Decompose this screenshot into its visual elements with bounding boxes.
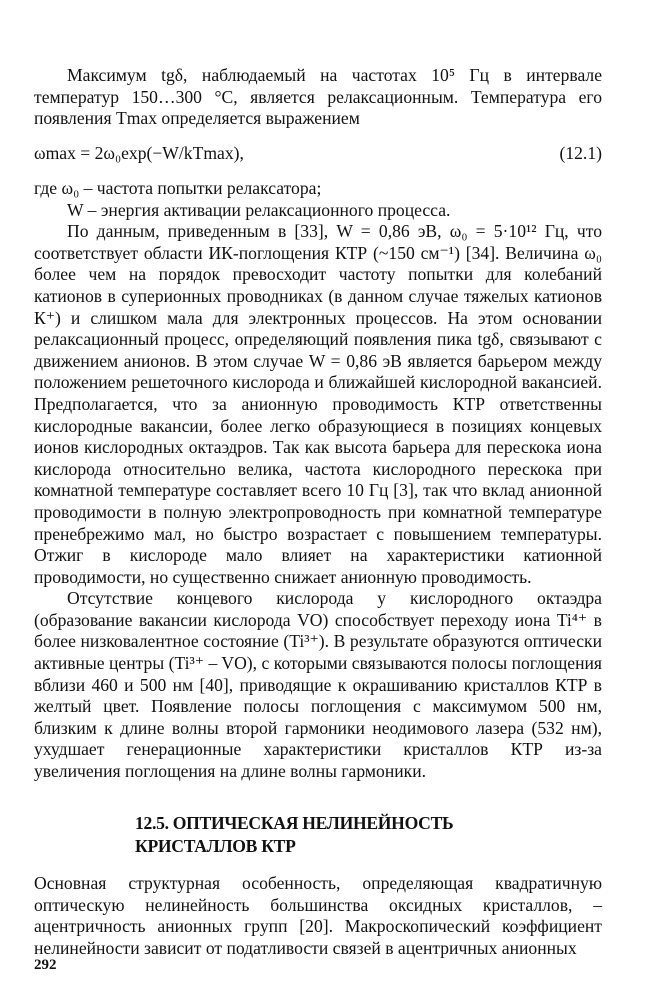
section-heading-line-2: КРИСТАЛЛОВ КТР [135,836,296,856]
intro-block [34,65,602,130]
section-heading-line-1: 12.5. ОПТИЧЕСКАЯ НЕЛИНЕЙНОСТЬ [135,813,454,833]
intro-paragraph: Максимум tgδ, наблюдаемый на частотах 10⁵ Гц в интервале температур 150…300 °С, является релаксационным. Температура его появления Tmax определяется выражением [34,65,602,129]
body-block [34,178,602,783]
definition-omega: где ω₀ – частота попытки релаксатора; [34,178,322,198]
page-number: 292 [34,957,57,973]
paragraph-anion-conductivity: По данным, приведенным в [33], W = 0,86 эВ, ω₀ = 5·10¹² Гц, что соответствует области ИК-поглощения КТР (~150 см⁻¹) [34]. Величина ω₀ более чем на порядок превосходит частоту попытки для колебаний катионов в суперионных проводниках (в данном случае тяжелых катионов К⁺) и слишком мала для электронных процессов. На этом основании релаксационный процесс, определяющий появления пика tgδ, связывают с движением анионов. В этом случае W = 0,86 эВ является барьером между положением решеточного кислорода и ближайшей кислородной вакансией. Предполагается, что за анионную проводимость КТР ответственны кислородные вакансии, более легко образующиеся в позициях концевых ионов кислородных октаэдров. Так как высота барьера для перескока иона кислорода относительно велика, частота кислородного перескока при комнатной температуре составляет всего 10 Гц [3], так что вклад анионной проводимости в полную электропроводность при комнатной температуре пренебрежимо мал, но быстро возрастает с повышением температуры. Отжиг в кислороде мало влияет на характеристики катионной проводимости, но существенно снижает анионную проводимость. [34,221,602,587]
paragraph-oxygen-vacancy: Отсутствие концевого кислорода у кислородного октаэдра (образование вакансии кислорода VO) способствует переходу иона Ti⁴⁺ в более низковалентное состояние (Ti³⁺). В результате образуются оптически активные центры (Ti³⁺ – VO), с которыми связываются полосы поглощения вблизи 460 и 500 нм [40], приводящие к окрашиванию кристаллов КТР в желтый цвет. Появление полосы поглощения с максимумом 500 нм, близким к длине волны второй гармоники неодимового лазера (532 нм), ухудшает генерационные характеристики кристаллов КТР из-за увеличения поглощения на длине волны гармоники. [34,588,602,782]
paragraph-structural-feature: Основная структурная особенность, определяющая квадратичную оптическую нелинейность большинства оксидных кристаллов, – ацентричность анионных групп [20]. Макроскопический коэффициент нелинейности зависит от податливости связей в ацентричных анионных [34,873,602,958]
formula-12-1 [34,142,602,164]
section-heading [135,812,575,858]
section-body-block [34,873,602,959]
definition-w: W – энергия активации релаксационного процесса. [67,199,451,220]
formula-number: (12.1) [559,143,602,163]
formula-expression: ωmax = 2ω₀exp(−W/kTmax), [34,143,244,163]
